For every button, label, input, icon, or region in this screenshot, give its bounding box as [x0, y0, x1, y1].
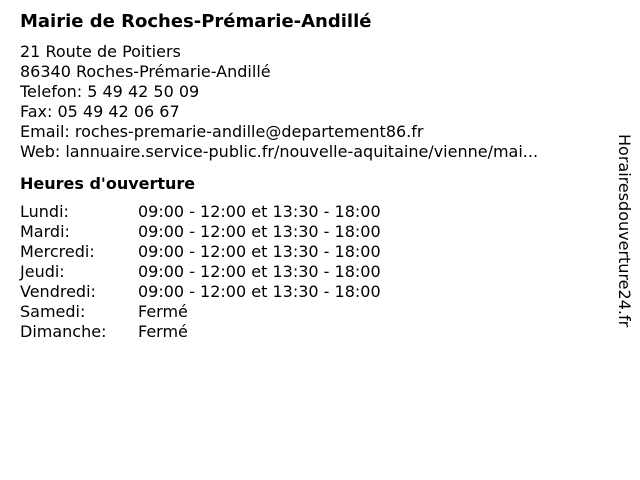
hours-row-mardi: [20, 222, 595, 242]
fax-number: Fax: 05 49 42 06 67: [20, 102, 180, 121]
page-title: Mairie de Roches-Prémarie-Andillé: [20, 11, 372, 32]
hours-row-dimanche: [20, 322, 595, 342]
mairie-card: [20, 10, 595, 342]
address-line-1: 21 Route de Poitiers: [20, 42, 181, 61]
opening-hours-list: [20, 202, 595, 342]
day-hours: Fermé: [138, 322, 188, 341]
day-label: Lundi:: [20, 202, 69, 221]
day-label: Mardi:: [20, 222, 70, 241]
hours-row-mercredi: [20, 242, 595, 262]
website-link: Web: lannuaire.service-public.fr/nouvelle-aquitaine/vienne/mai...: [20, 142, 539, 161]
day-label: Samedi:: [20, 302, 86, 321]
day-hours: 09:00 - 12:00 et 13:30 - 18:00: [138, 222, 381, 241]
day-hours: 09:00 - 12:00 et 13:30 - 18:00: [138, 282, 381, 301]
phone-number: Telefon: 5 49 42 50 09: [20, 82, 200, 101]
day-label: Mercredi:: [20, 242, 95, 261]
email-address: Email: roches-premarie-andille@departement86.fr: [20, 122, 424, 141]
day-label: Vendredi:: [20, 282, 96, 301]
hours-row-jeudi: [20, 262, 595, 282]
day-hours: 09:00 - 12:00 et 13:30 - 18:00: [138, 262, 381, 281]
hours-row-vendredi: [20, 282, 595, 302]
day-hours: 09:00 - 12:00 et 13:30 - 18:00: [138, 202, 381, 221]
hours-row-lundi: [20, 202, 595, 222]
day-hours: 09:00 - 12:00 et 13:30 - 18:00: [138, 242, 381, 261]
opening-hours-heading: Heures d'ouverture: [20, 174, 196, 193]
day-label: Dimanche:: [20, 322, 107, 341]
site-watermark: Horairesdouverture24.fr: [615, 134, 634, 328]
address-line-2: 86340 Roches-Prémarie-Andillé: [20, 62, 271, 81]
day-hours: Fermé: [138, 302, 188, 321]
hours-row-samedi: [20, 302, 595, 322]
day-label: Jeudi:: [20, 262, 65, 281]
